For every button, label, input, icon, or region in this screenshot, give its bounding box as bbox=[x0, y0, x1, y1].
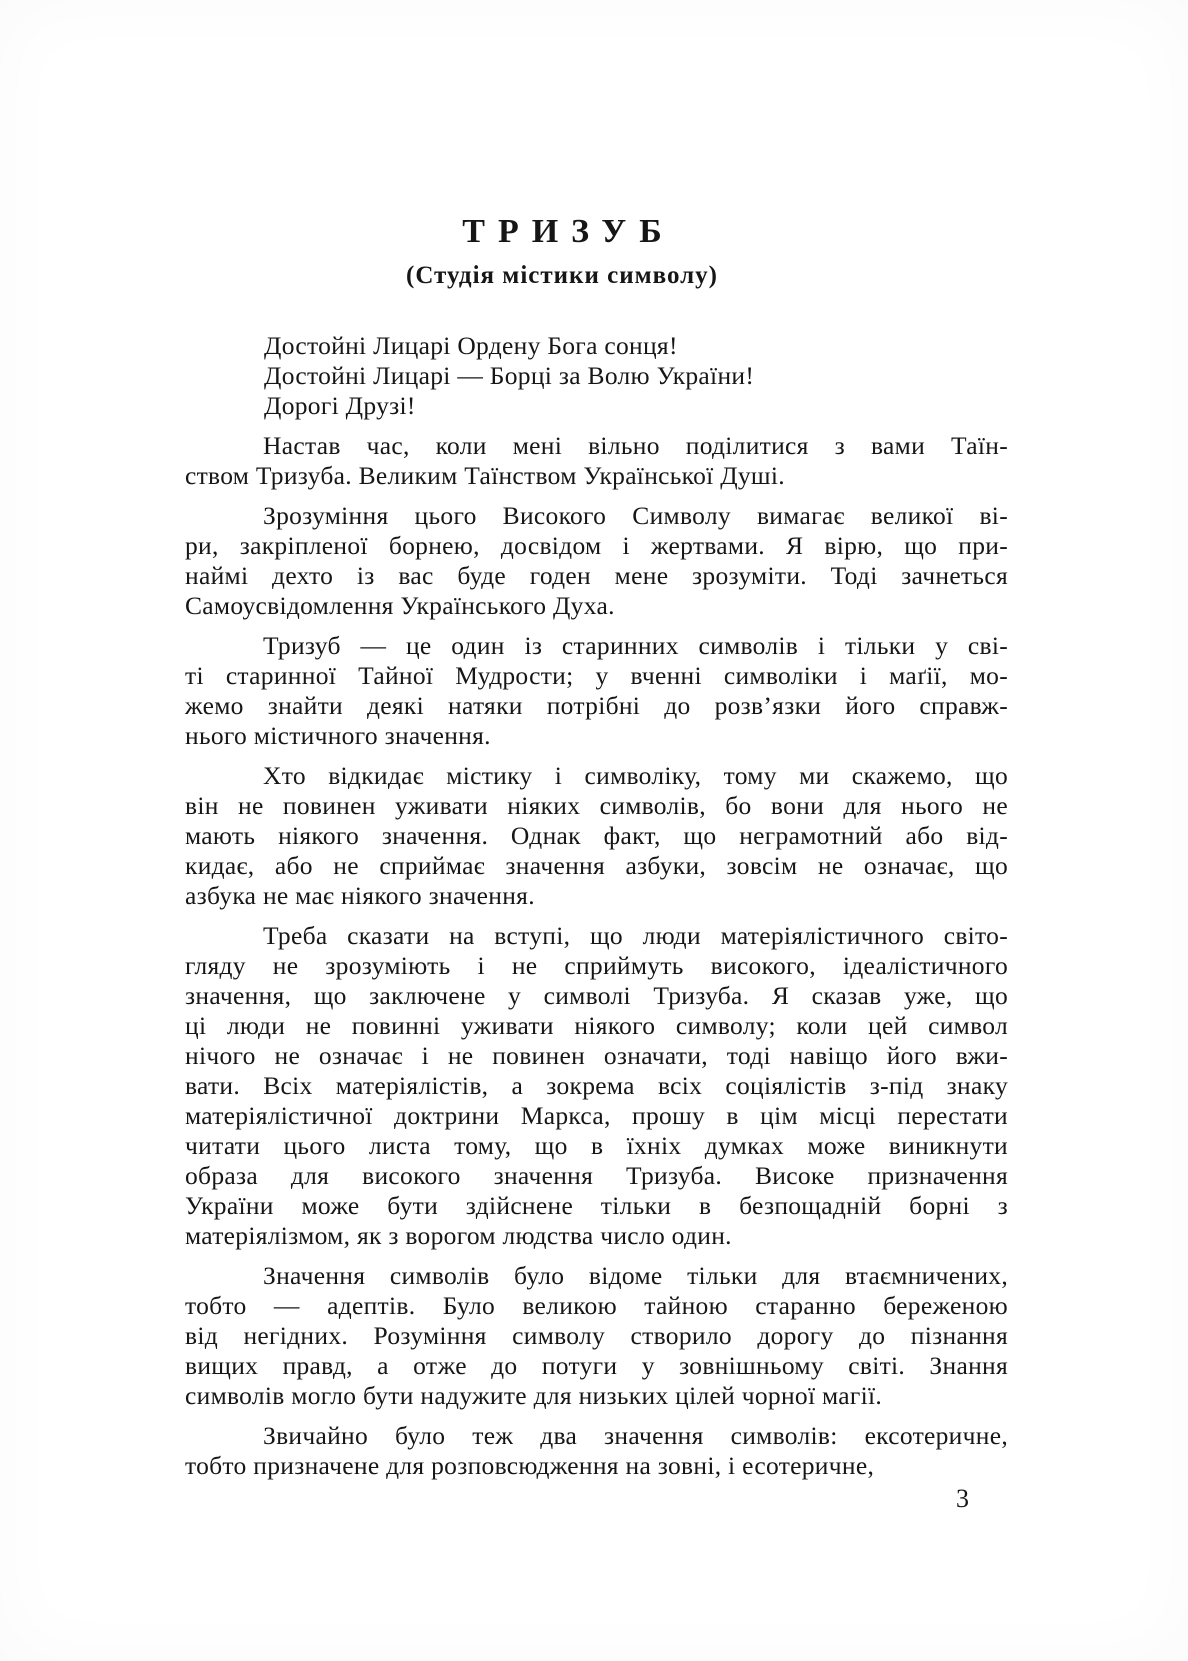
text-line: ці люди не повинні уживати ніякого символу; коли цей символ bbox=[185, 1011, 1008, 1040]
text-line: він не повинен уживати ніяких символів, бо вони для нього не bbox=[185, 791, 1008, 820]
paragraph bbox=[185, 631, 1008, 751]
salutation-line: Достойні Лицарі — Борці за Волю України! bbox=[264, 361, 755, 390]
text-line: значення, що заключене у символі Тризуба. Я сказав уже, що bbox=[185, 981, 1008, 1010]
text-line: Зрозуміння цього Високого Символу вимагає великої ві- bbox=[263, 501, 1008, 530]
text-line: ри, закріпленої борнею, досвідом і жертвами. Я вірю, що при- bbox=[185, 531, 1008, 560]
text-line: наймі дехто із вас буде годен мене зрозуміти. Тоді зачнеться bbox=[185, 561, 1008, 590]
salutation-line: Достойні Лицарі Ордену Бога сонця! bbox=[264, 331, 678, 360]
paragraph bbox=[185, 761, 1008, 911]
text-line: читати цього листа тому, що в їхніх думках може виникнути bbox=[185, 1131, 1008, 1160]
text-line: вищих правд, а отже до потуги у зовнішньому світі. Знання bbox=[185, 1351, 1008, 1380]
page-heading bbox=[151, 213, 973, 290]
text-line: матеріялізмом, як з ворогом людства число один. bbox=[185, 1221, 732, 1250]
text-line: образа для високого значення Тризуба. Високе призначення bbox=[185, 1161, 1008, 1190]
text-line: нього містичного значення. bbox=[185, 721, 491, 750]
paragraph bbox=[185, 1421, 1008, 1481]
text-line: ті старинної Тайної Мудрости; у вченні символіки і маґії, мо- bbox=[185, 661, 1008, 690]
text-line: тобто призначене для розповсюдження на зовні, і есотеричне, bbox=[185, 1451, 875, 1480]
text-line: від негідних. Розуміння символу створило дорогу до пізнання bbox=[185, 1321, 1008, 1350]
text-line: символів могло бути надужите для низьких цілей чорної магії. bbox=[185, 1381, 883, 1410]
text-line: кидає, або не сприймає значення азбуки, зовсім не означає, що bbox=[185, 851, 1008, 880]
text-line: ством Тризуба. Великим Таїнством Української Душі. bbox=[185, 461, 785, 490]
paragraph bbox=[185, 431, 1008, 491]
text-line: Тризуб — це один із старинних символів і тільки у сві- bbox=[263, 631, 1008, 660]
paragraph bbox=[185, 1261, 1008, 1411]
text-line: України може бути здійснене тільки в безпощадній борні з bbox=[185, 1191, 1008, 1220]
text-line: тобто — адептів. Було великою тайною старанно береженою bbox=[185, 1291, 1008, 1320]
text-line: вати. Всіх матеріялістів, а зокрема всіх соціялістів з-під знаку bbox=[185, 1071, 1008, 1100]
salutation-line: Дорогі Друзі! bbox=[264, 391, 416, 420]
text-line: Настав час, коли мені вільно поділитися з вами Таїн- bbox=[263, 431, 1008, 460]
text-line: Самоусвідомлення Українського Духа. bbox=[185, 591, 615, 620]
text-line: нічого не означає і не повинен означати, тоді навіщо його вжи- bbox=[185, 1041, 1008, 1070]
body-text bbox=[185, 331, 1008, 1481]
text-line: Звичайно було теж два значення символів: ексотеричне, bbox=[263, 1421, 1008, 1450]
text-line: Значення символів було відоме тільки для втаємничених, bbox=[263, 1261, 1008, 1290]
paragraph bbox=[185, 501, 1008, 621]
text-line: жемо знайти деякі натяки потрібні до розв’язки його справж- bbox=[185, 691, 1008, 720]
paragraph bbox=[185, 921, 1008, 1251]
page-title: ТРИЗУБ bbox=[462, 213, 675, 250]
page-subtitle: (Студія містики символу) bbox=[406, 262, 718, 289]
salutation bbox=[185, 331, 1008, 421]
text-line: матеріялістичної доктрини Маркса, прошу в цім місці перестати bbox=[185, 1101, 1008, 1130]
text-line: Хто відкидає містику і символіку, тому ми скажемо, що bbox=[263, 761, 1008, 790]
page-number: 3 bbox=[956, 1484, 969, 1513]
text-line: мають ніякого значення. Однак факт, що неграмотний або від- bbox=[185, 821, 1008, 850]
text-line: азбука не має ніякого значення. bbox=[185, 881, 535, 910]
text-line: гляду не зрозуміють і не сприймуть високого, ідеалістичного bbox=[185, 951, 1008, 980]
text-line: Треба сказати на вступі, що люди матеріялістичного світо- bbox=[263, 921, 1008, 950]
